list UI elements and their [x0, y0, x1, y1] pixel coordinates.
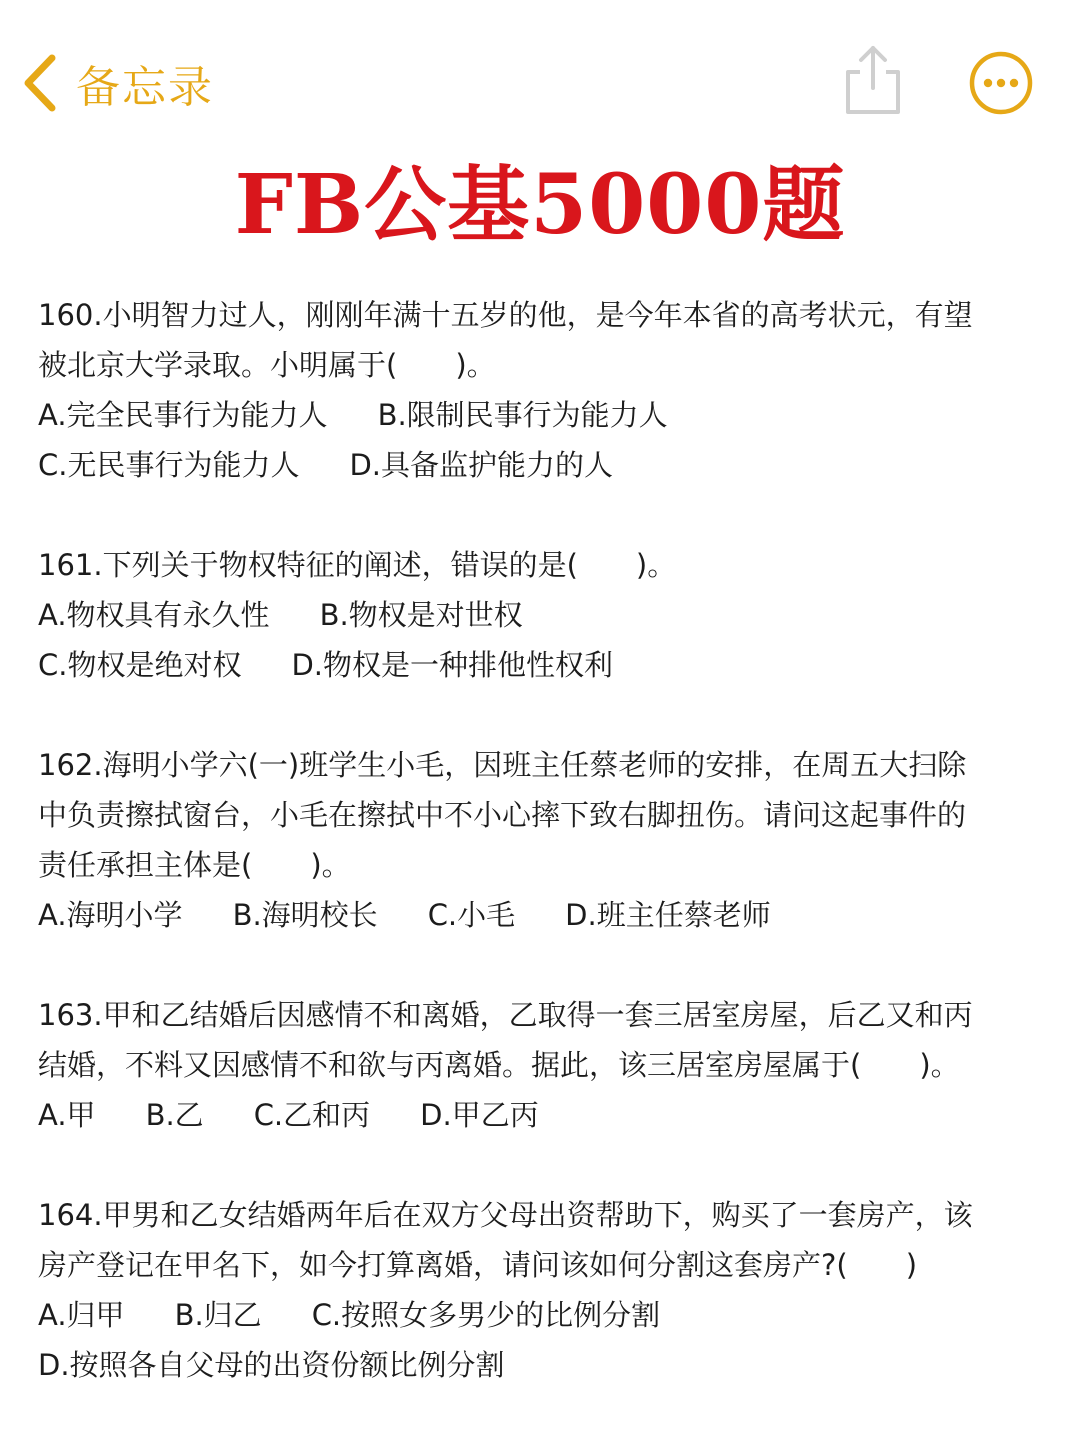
answer-option: D.具备监护能力的人	[349, 448, 614, 482]
answer-option: B.归乙	[174, 1298, 262, 1332]
answer-option: C.无民事行为能力人	[38, 448, 300, 482]
question-block	[38, 540, 1048, 690]
answer-option: D.物权是一种排他性权利	[291, 648, 614, 682]
options-row	[38, 1340, 1048, 1390]
more-icon	[968, 50, 1034, 116]
answer-option: A.归甲	[38, 1298, 125, 1332]
options-row	[38, 1290, 1048, 1340]
chevron-left-icon	[22, 54, 56, 112]
options-row	[38, 640, 1048, 690]
answer-option: C.按照女多男少的比例分割	[311, 1298, 661, 1332]
question-text-line: 房产登记在甲名下，如今打算离婚，请问该如何分割这套房产?( )	[38, 1248, 918, 1282]
question-text-line: 161.下列关于物权特征的阐述，错误的是( )。	[38, 548, 677, 582]
question-text-line: 被北京大学录取。小明属于( )。	[38, 348, 496, 382]
answer-option: C.小毛	[427, 898, 516, 932]
nav-bar	[0, 0, 1080, 140]
question-text-line: 163.甲和乙结婚后因感情不和离婚，乙取得一套三居室房屋，后乙又和丙	[38, 998, 973, 1032]
question-block	[38, 990, 1048, 1140]
question-text-line: 160.小明智力过人，刚刚年满十五岁的他，是今年本省的高考状元，有望	[38, 298, 973, 332]
answer-option: C.物权是绝对权	[38, 648, 242, 682]
answer-option: C.乙和丙	[253, 1098, 371, 1132]
answer-option: A.甲	[38, 1098, 96, 1132]
answer-option: B.海明校长	[232, 898, 378, 932]
question-text-line: 结婚，不料又因感情不和欲与丙离婚。据此，该三居室房屋属于( )。	[38, 1048, 960, 1082]
options-row	[38, 440, 1048, 490]
answer-option: D.班主任蔡老师	[565, 898, 771, 932]
question-block	[38, 290, 1048, 490]
back-label: 备忘录	[76, 62, 214, 113]
question-text-line: 责任承担主体是( )。	[38, 848, 351, 882]
answer-option: A.海明小学	[38, 898, 183, 932]
question-text-line: 中负责擦拭窗台，小毛在擦拭中不小心摔下致右脚扭伤。请问这起事件的	[38, 798, 967, 832]
options-row	[38, 1090, 1048, 1140]
options-row	[38, 390, 1048, 440]
answer-option: D.按照各自父母的出资份额比例分割	[38, 1348, 505, 1382]
question-text-line: 164.甲男和乙女结婚两年后在双方父母出资帮助下，购买了一套房产，该	[38, 1198, 973, 1232]
options-row	[38, 590, 1048, 640]
note-body	[38, 290, 1048, 1440]
answer-option: D.甲乙丙	[420, 1098, 539, 1132]
answer-option: A.物权具有永久性	[38, 598, 270, 632]
question-text-line: 162.海明小学六(一)班学生小毛，因班主任蔡老师的安排，在周五大扫除	[38, 748, 967, 782]
options-row	[38, 890, 1048, 940]
more-button[interactable]	[968, 50, 1034, 116]
answer-option: B.乙	[145, 1098, 204, 1132]
answer-option: A.完全民事行为能力人	[38, 398, 328, 432]
share-button[interactable]	[838, 42, 908, 118]
note-title: FB公基5000题	[234, 157, 846, 253]
share-icon	[838, 42, 908, 118]
back-button[interactable]	[22, 48, 214, 118]
answer-option: B.物权是对世权	[319, 598, 523, 632]
question-block	[38, 1190, 1048, 1390]
question-block	[38, 740, 1048, 940]
answer-option: B.限制民事行为能力人	[377, 398, 668, 432]
